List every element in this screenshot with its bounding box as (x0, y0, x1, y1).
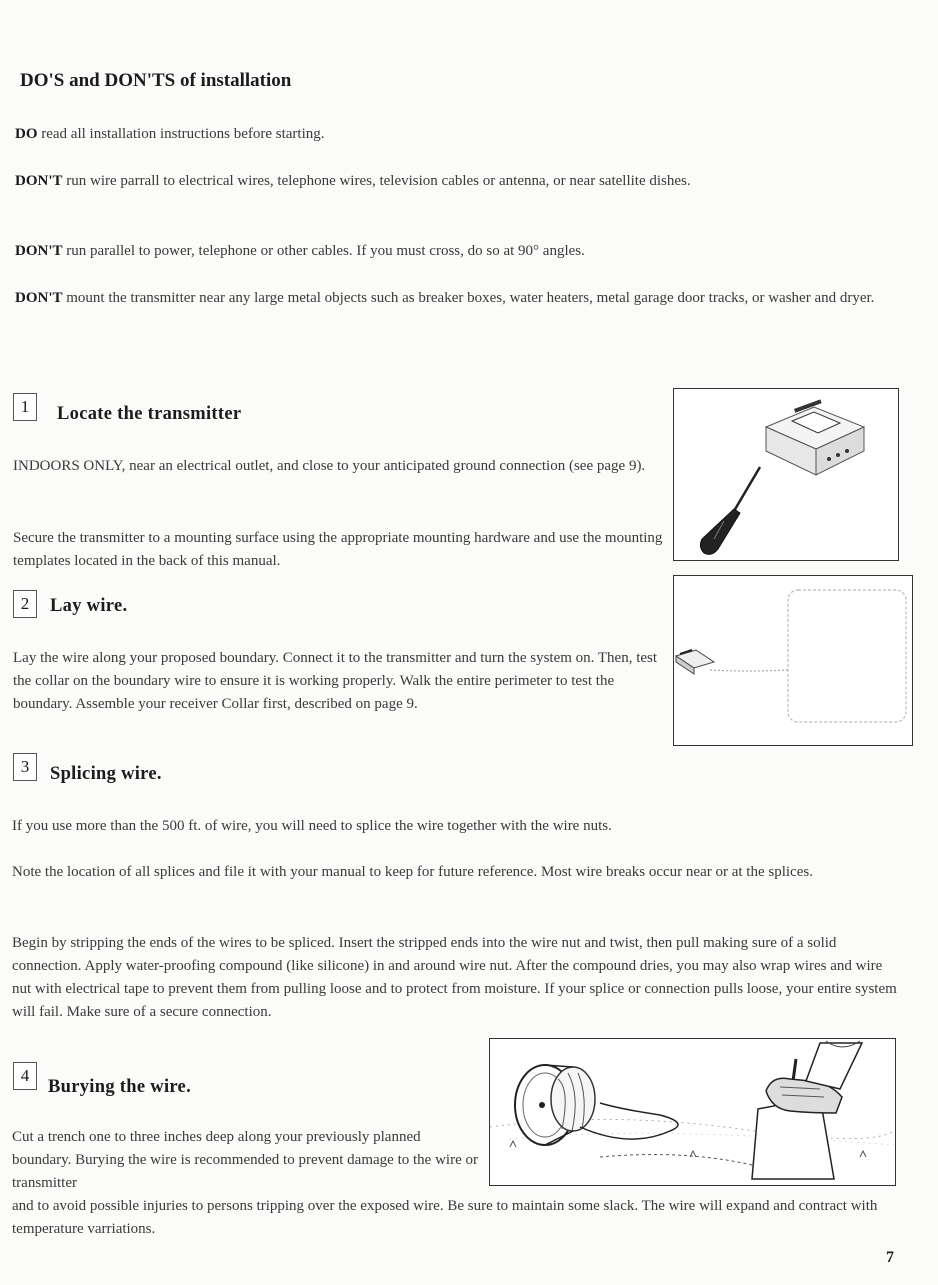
transmitter-screwdriver-drawing (674, 389, 897, 559)
dont-text: mount the transmitter near any large metal objects such as breaker boxes, water heaters, metal garage door tracks, or washer and dryer. (62, 290, 875, 306)
step-2-title: Lay wire. (50, 596, 128, 616)
spool-and-spade-drawing (490, 1039, 894, 1184)
step-3-paragraph-3: Begin by stripping the ends of the wires to be spliced. Insert the stripped ends into the wire nut and twist, then pull making sure of a solid connection. Apply water-proofing compound (like silicone) in and around wire nut. After the compound dries, you may also wrap wires and wire nut with electrical tape to prevent them from pulling loose and to protect from moisture. If your splice or connection pulls loose, your entire system will fail. Make sure of a secure connection. (12, 935, 897, 1020)
page-number: 7 (886, 1249, 894, 1266)
dont-parallel-power (15, 240, 895, 263)
step-2-number: 2 (13, 590, 37, 618)
step-1-number: 1 (13, 393, 37, 421)
do-text: read all installation instructions before starting. (37, 126, 325, 142)
step-1-paragraph-2: Secure the transmitter to a mounting surface using the appropriate mounting hardware and use the mounting templates located in the back of this manual. (13, 530, 663, 569)
burying-wire-illustration (489, 1038, 896, 1186)
step-2-paragraph: Lay the wire along your proposed boundary. Connect it to the transmitter and turn the system on. Then, test the collar on the boundary wire to ensure it is working properly. Walk the entire perimeter to test the boundary. Assemble your receiver Collar first, described on page 9. (13, 650, 658, 712)
do-label: DO (15, 126, 38, 142)
step-4-number: 4 (13, 1062, 37, 1090)
step-3-paragraph-1: If you use more than the 500 ft. of wire, you will need to splice the wire together with the wire nuts. (12, 818, 612, 834)
dont-metal-objects (15, 287, 900, 310)
step-3-title: Splicing wire. (50, 764, 162, 784)
dont-text: run wire parrall to electrical wires, telephone wires, television cables or antenna, or near satellite dishes. (62, 173, 691, 189)
do-read-instructions (15, 123, 895, 146)
dont-text: run parallel to power, telephone or other cables. If you must cross, do so at 90° angles. (62, 243, 585, 259)
dont-label: DON'T (15, 173, 63, 189)
dont-label: DON'T (15, 243, 63, 259)
boundary-wire-drawing (674, 576, 911, 744)
transmitter-illustration (673, 388, 899, 561)
step-1-title: Locate the transmitter (57, 404, 242, 424)
dont-parallel-wires (15, 170, 895, 193)
step-4-title: Burying the wire. (48, 1077, 191, 1097)
step-3-paragraph-2: Note the location of all splices and file it with your manual to keep for future reference. Most wire breaks occur near or at the splices. (12, 864, 813, 880)
boundary-layout-illustration (673, 575, 913, 746)
step-1-paragraph-1: INDOORS ONLY, near an electrical outlet, and close to your anticipated ground connection (see page 9). (13, 458, 646, 474)
dont-label: DON'T (15, 290, 63, 306)
step-3-number: 3 (13, 753, 37, 781)
step-4-paragraph-1: Cut a trench one to three inches deep along your previously planned boundary. Burying the wire is recommended to prevent damage to the wire or transmitter (12, 1129, 478, 1191)
page-heading: DO'S and DON'TS of installation (20, 70, 292, 91)
step-4-paragraph-2: and to avoid possible injuries to persons tripping over the exposed wire. Be sure to maintain some slack. The wire will expand and contract with temperature varriations. (12, 1198, 878, 1237)
